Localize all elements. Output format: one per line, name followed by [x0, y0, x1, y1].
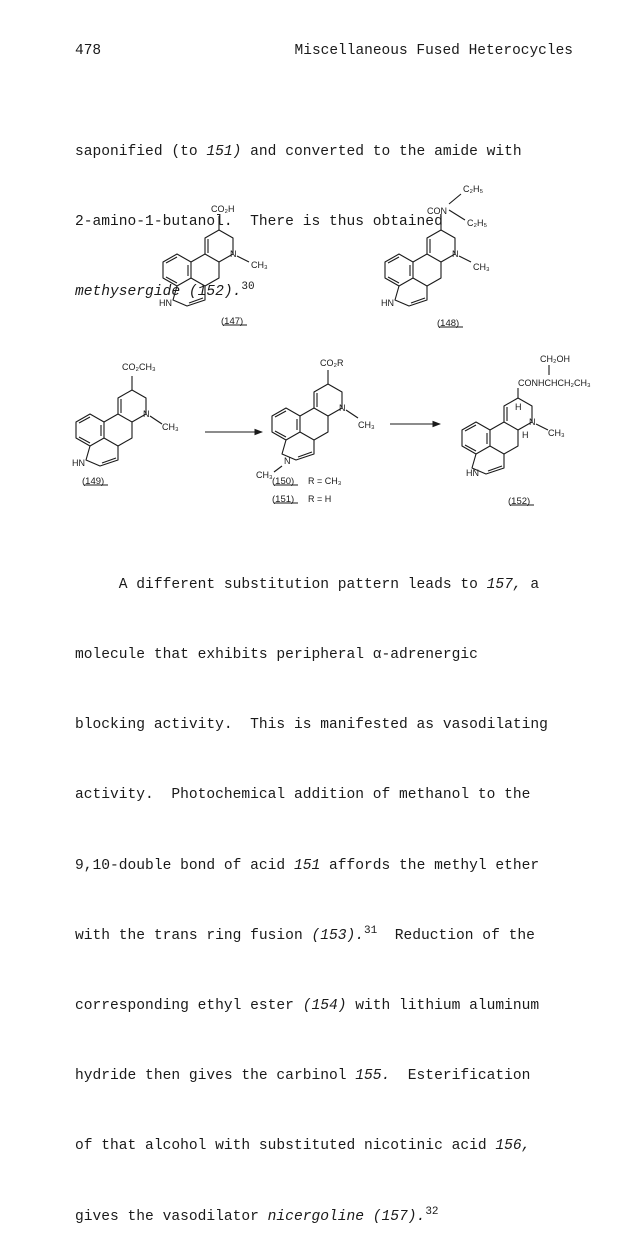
- hn-label: HN: [72, 458, 85, 468]
- running-title: Miscellaneous Fused Heterocycles: [294, 43, 573, 59]
- text-line: saponified (to 151) and converted to the amide with: [75, 143, 522, 160]
- group-label: CON: [427, 206, 447, 216]
- n-atom: N: [529, 417, 536, 427]
- group-main: CONHCHCH₂CH₃: [518, 378, 591, 388]
- text-line: 9,10-double bond of acid 151 affords the methyl ether: [75, 857, 540, 874]
- n-atom: N: [230, 249, 237, 259]
- compound-label-150: (150): [272, 476, 295, 487]
- text-line: A different substitution pattern leads to 157, a: [75, 576, 540, 593]
- h-atom: H: [522, 430, 529, 440]
- text-line: activity. Photochemical addition of methanol to the: [75, 787, 531, 804]
- n-atom: N: [143, 409, 150, 419]
- compound-label-148: (148): [437, 318, 460, 329]
- compound-label-149: (149): [82, 476, 105, 487]
- ethyl-1: C₂H₅: [463, 184, 484, 194]
- reference-31: 31: [364, 924, 378, 937]
- compound-152: [462, 354, 591, 507]
- text-line: methysergide (152).$^{30}$: [75, 281, 255, 301]
- text-line: gives the vasodilator nicergoline (157).$^{32}$: [75, 1205, 439, 1225]
- n-substituent: CH₃: [473, 262, 490, 272]
- text-line: molecule that exhibits peripheral α-adrenergic: [75, 647, 478, 664]
- text-line: hydride then gives the carbinol 155. Esterification: [75, 1068, 531, 1085]
- hn-label: HN: [159, 298, 172, 308]
- reference-30: 30: [241, 281, 255, 294]
- compound-147: [159, 204, 268, 327]
- paragraph-bottom: [75, 527, 575, 1252]
- reference-32: 32: [425, 1205, 439, 1218]
- n-atom: N: [452, 249, 459, 259]
- text-line: blocking activity. This is manifested as vasodilating: [75, 717, 548, 734]
- n-substituent: CH₃: [358, 420, 375, 430]
- r-definition-151: R = H: [308, 494, 332, 504]
- compound-label-152: (152): [508, 496, 531, 507]
- text-line: with the trans ring fusion (153).$^{31}$ Reduction of the: [75, 924, 535, 944]
- text-line: of that alcohol with substituted nicotinic acid 156,: [75, 1138, 531, 1155]
- group-label: CO₂H: [211, 204, 235, 214]
- compound-label-151: (151): [272, 494, 295, 505]
- text-line: 2-amino-1-butanol. There is thus obtained: [75, 214, 443, 231]
- compound-150-151: [256, 358, 375, 505]
- n-atom: N: [339, 403, 346, 413]
- h-atom: H: [515, 402, 522, 412]
- n-substituent: CH₃: [548, 428, 565, 438]
- n-substituent: CH₃: [162, 422, 179, 432]
- group-top: CH₂OH: [540, 354, 570, 364]
- group-label: CO₂R: [320, 358, 344, 368]
- ethyl-2: C₂H₅: [467, 218, 488, 228]
- compound-149: [72, 362, 179, 487]
- n-substituent: CH₃: [251, 260, 268, 270]
- group-label: CO₂CH₃: [122, 362, 156, 372]
- hn-label: HN: [466, 468, 479, 478]
- compound-148: [381, 184, 490, 329]
- indole-n: N: [284, 456, 291, 466]
- page-number: 478: [75, 43, 102, 59]
- indole-n-substituent: CH₃: [256, 470, 273, 480]
- hn-label: HN: [381, 298, 394, 308]
- compound-label-147: (147): [221, 316, 244, 327]
- text-line: corresponding ethyl ester (154) with lithium aluminum: [75, 998, 540, 1015]
- r-definition-150: R = CH₃: [308, 476, 342, 486]
